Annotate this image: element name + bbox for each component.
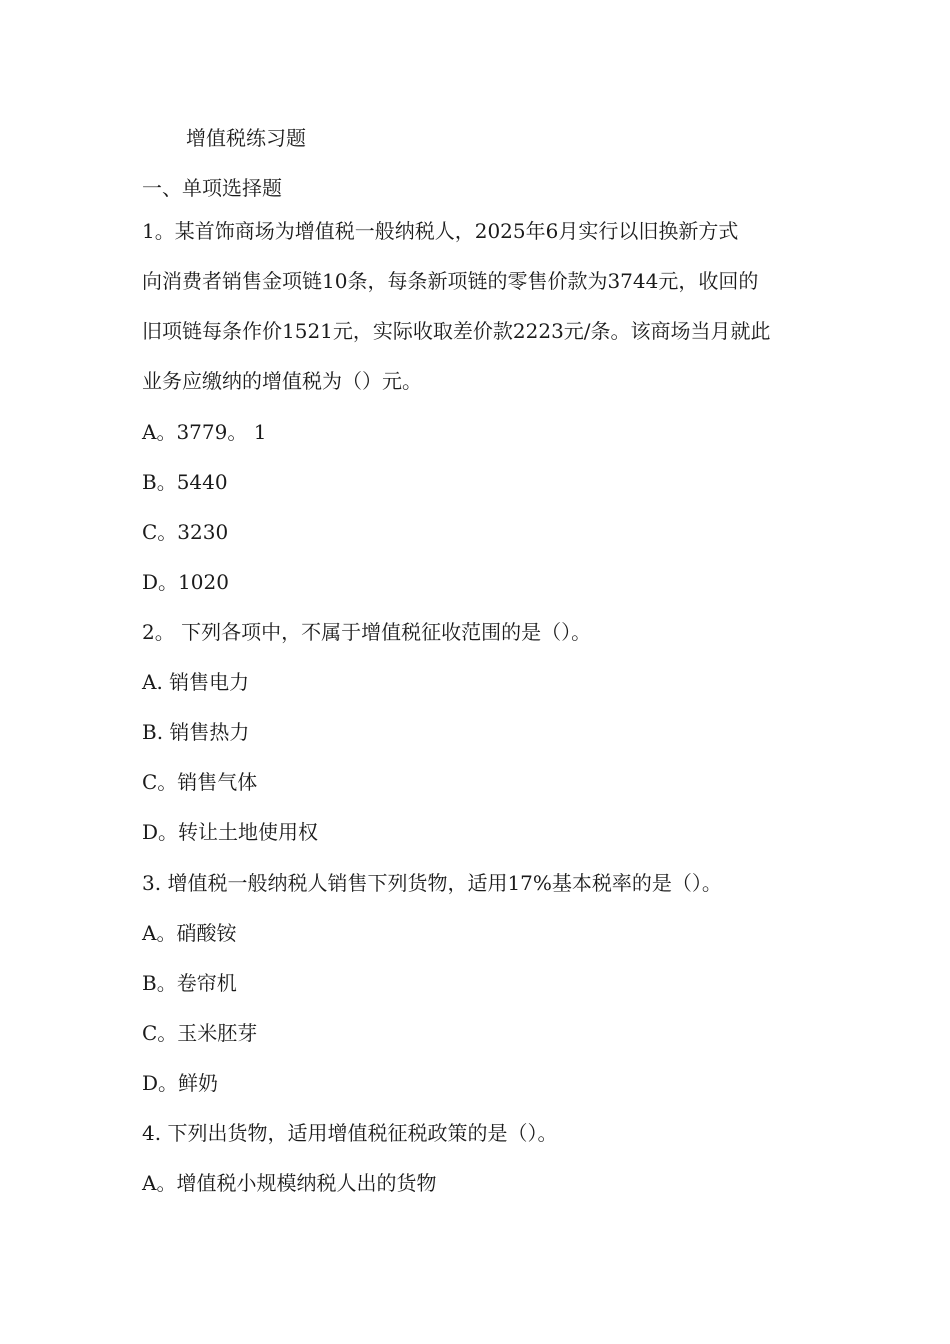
question-3-stem: 3. 增值税一般纳税人销售下列货物，适用17%基本税率的是（）。 [142, 871, 722, 895]
question-4-option-a: A。增值税小规模纳税人出的货物 [142, 1171, 437, 1195]
question-1-stem-line-4: 业务应缴纳的增值税为（）元。 [142, 369, 422, 393]
question-3-option-d: D。鲜奶 [142, 1071, 219, 1095]
section-heading: 一、单项选择题 [142, 176, 282, 200]
question-2-option-a: A. 销售电力 [142, 670, 250, 694]
question-1-option-c: C。3230 [142, 520, 229, 544]
question-3-option-a: A。硝酸铵 [142, 921, 237, 945]
question-1-stem-line-2: 向消费者销售金项链10条，每条新项链的零售价款为3744元，收回的 [142, 269, 759, 293]
question-2-option-d: D。转让土地使用权 [142, 820, 319, 844]
question-1-stem-line-3: 旧项链每条作价1521元，实际收取差价款2223元/条。该商场当月就此 [142, 319, 771, 343]
document-title: 增值税练习题 [186, 126, 306, 150]
question-1-option-a: A。3779。 1 [142, 420, 267, 444]
question-4-stem: 4. 下列出货物，适用增值税征税政策的是（）。 [142, 1121, 558, 1145]
question-1-stem-line-1: 1。某首饰商场为增值税一般纳税人，2025年6月实行以旧换新方式 [142, 219, 739, 243]
question-1-option-d: D。1020 [142, 570, 229, 594]
question-2-stem: 2。 下列各项中，不属于增值税征收范围的是（）。 [142, 620, 592, 644]
question-3-option-b: B。卷帘机 [142, 971, 237, 995]
question-3-option-c: C。玉米胚芽 [142, 1021, 258, 1045]
question-1-option-b: B。5440 [142, 470, 228, 494]
question-2-option-c: C。销售气体 [142, 770, 258, 794]
question-2-option-b: B. 销售热力 [142, 720, 250, 744]
